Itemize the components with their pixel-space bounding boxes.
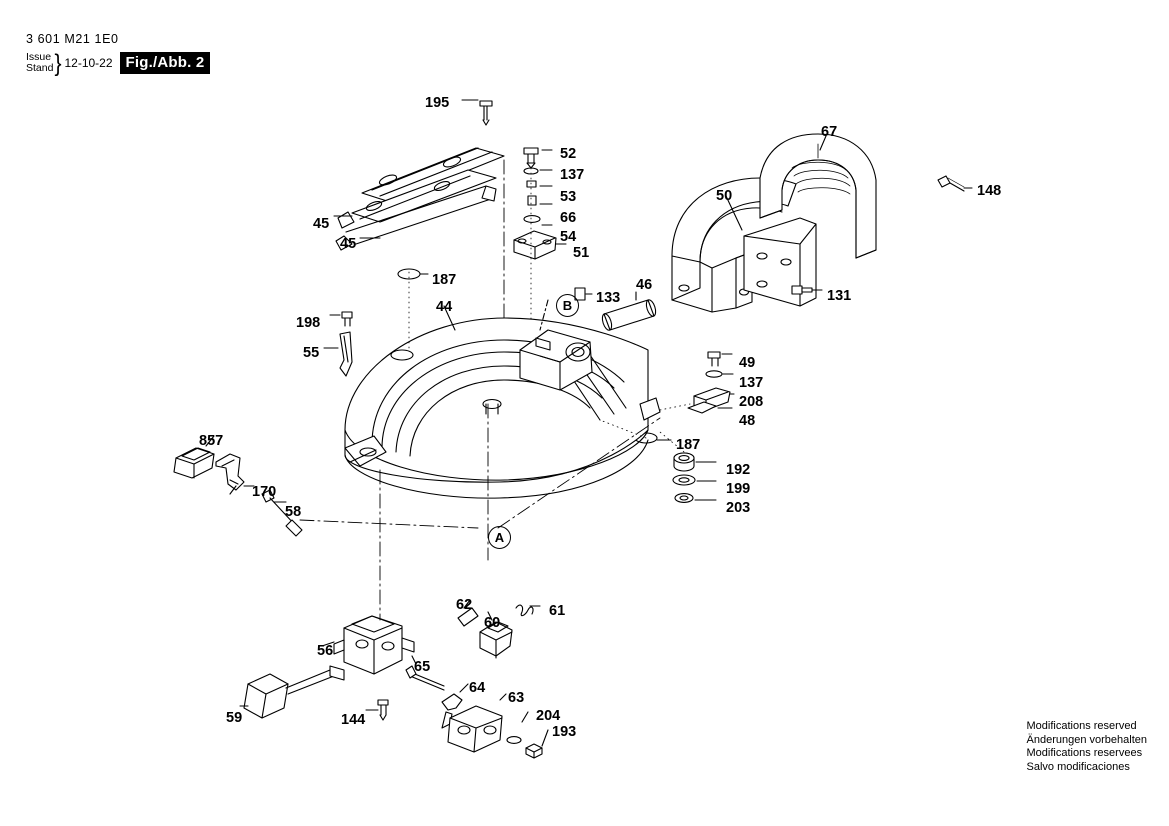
- callout-187-upper: 187: [432, 272, 457, 288]
- disclaimer-line-es: Salvo modificaciones: [1026, 760, 1130, 773]
- callout-46: 46: [636, 277, 653, 293]
- section-mark-a: A: [488, 526, 511, 549]
- callout-51: 51: [573, 245, 590, 261]
- callout-58: 58: [285, 504, 302, 520]
- part-number: 3 601 M21 1E0: [26, 32, 119, 46]
- figure-badge: Fig./Abb. 2: [120, 52, 211, 74]
- fastener-stack-192-199-203: [673, 453, 716, 502]
- callout-55: 55: [303, 345, 320, 361]
- callout-195: 195: [425, 95, 450, 111]
- brace-glyph: }: [54, 49, 62, 77]
- callout-49: 49: [739, 355, 756, 371]
- part-45-rails: [336, 148, 504, 250]
- disclaimer-line-en: Modifications reserved: [1026, 720, 1137, 732]
- callout-67: 67: [821, 124, 838, 140]
- callout-66: 66: [560, 210, 577, 226]
- callout-62: 62: [456, 597, 473, 613]
- callout-148: 148: [977, 183, 1002, 199]
- callout-133: 133: [596, 290, 621, 306]
- callout-193: 193: [552, 724, 577, 740]
- callout-857: 857: [199, 433, 224, 449]
- callout-56: 56: [317, 643, 334, 659]
- callout-170: 170: [252, 484, 277, 500]
- callout-198: 198: [296, 315, 321, 331]
- disclaimer-line-fr: Modifications reservees: [1026, 747, 1143, 759]
- issue-label-en: Issue: [26, 51, 52, 63]
- callout-187-lower: 187: [676, 437, 701, 453]
- callout-137-lower: 137: [739, 375, 764, 391]
- issue-label-de: Stand: [26, 62, 54, 74]
- part-67-handle: [744, 134, 876, 306]
- callout-144: 144: [341, 712, 366, 728]
- disclaimer-line-de: Änderungen vorbehalten: [1026, 733, 1147, 746]
- callout-45-lower: 45: [340, 236, 357, 252]
- callout-137: 137: [560, 167, 585, 183]
- callout-131: 131: [827, 288, 852, 304]
- part-44-base-casting: [345, 318, 660, 498]
- section-mark-b: B: [556, 294, 579, 317]
- issue-date: 12-10-22: [64, 56, 113, 70]
- callout-208: 208: [739, 394, 764, 410]
- callout-50: 50: [716, 188, 733, 204]
- callout-45-upper: 45: [313, 216, 330, 232]
- lower-assembly: [240, 600, 548, 758]
- callout-61: 61: [549, 603, 566, 619]
- callout-64: 64: [469, 680, 486, 696]
- disclaimer-block: [1027, 720, 1147, 774]
- part-857-170-58-group: [174, 436, 302, 536]
- callout-204: 204: [536, 708, 561, 724]
- callout-199: 199: [726, 481, 751, 497]
- callout-48: 48: [739, 413, 756, 429]
- callout-60: 60: [484, 615, 501, 631]
- callout-59: 59: [226, 710, 243, 726]
- part-198-55-clip: [324, 312, 352, 376]
- callout-203: 203: [726, 500, 751, 516]
- part-148-screw: [938, 176, 972, 191]
- callout-192: 192: [726, 462, 751, 478]
- callout-54: 54: [560, 229, 577, 245]
- callout-65: 65: [414, 659, 431, 675]
- part-195-screw: [462, 100, 492, 125]
- callout-63: 63: [508, 690, 525, 706]
- callout-53: 53: [560, 189, 577, 205]
- callout-44: 44: [436, 299, 453, 315]
- fastener-stack-49-137-208-48: [660, 352, 734, 413]
- callout-52: 52: [560, 146, 577, 162]
